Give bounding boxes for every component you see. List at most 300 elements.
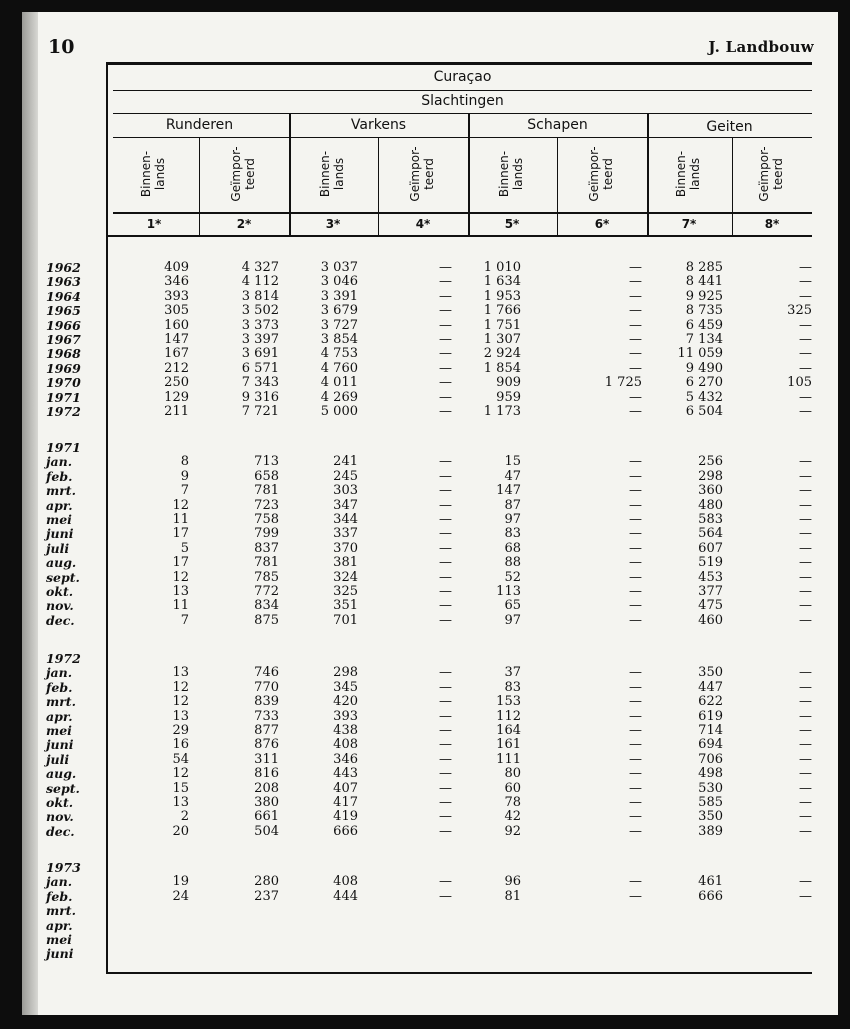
table-cell: 17	[172, 555, 189, 571]
table-cell: —	[799, 780, 812, 796]
table-cell: —	[439, 737, 452, 753]
table-bottom-rule	[106, 972, 812, 974]
table-cell: 564	[698, 526, 723, 542]
table-cell: 6 504	[685, 404, 723, 419]
table-cell: 350	[698, 665, 723, 681]
table-cell: 13	[172, 795, 189, 810]
table-cell: —	[439, 404, 452, 419]
page-number: 10	[48, 36, 75, 58]
table-cell: —	[629, 612, 642, 628]
table-cell: 4 327	[241, 260, 279, 275]
table-cell: 407	[333, 780, 358, 796]
table-cell: —	[629, 598, 642, 614]
table-cell: 7 343	[241, 375, 279, 391]
table-cell: 1 751	[483, 317, 521, 333]
year-heading: 1973	[46, 860, 81, 875]
row-label: juli	[46, 540, 70, 556]
region-rule	[113, 90, 812, 91]
table-cell: 583	[698, 512, 723, 527]
subcol-header	[408, 141, 438, 207]
table-cell: 105	[787, 375, 812, 391]
subcol-divider	[199, 137, 200, 236]
table-cell: 164	[496, 723, 521, 738]
table-cell: 147	[496, 483, 521, 499]
table-cell: 1 173	[483, 404, 521, 419]
table-cell: 351	[333, 598, 358, 614]
table-cell: —	[799, 737, 812, 753]
table-cell: —	[629, 584, 642, 599]
table-cell: 208	[254, 780, 279, 796]
subcol-header-line: teerd	[771, 158, 785, 190]
table-cell: 52	[504, 569, 521, 585]
table-cell: 706	[698, 751, 723, 767]
table-cell: 438	[333, 723, 358, 738]
table-cell: 129	[164, 389, 189, 405]
table-cell: 92	[504, 823, 521, 839]
table-cell: 443	[333, 766, 358, 782]
table-cell: —	[799, 288, 812, 304]
table-cell: 88	[504, 555, 521, 571]
table-cell: 381	[333, 555, 358, 571]
table-cell: —	[629, 497, 642, 513]
table-cell: 47	[504, 468, 521, 484]
table-cell: 444	[333, 888, 358, 904]
table-cell: 6 459	[685, 317, 723, 333]
table-cell: —	[439, 598, 452, 614]
table-cell: —	[799, 809, 812, 825]
table-cell: 24	[172, 888, 189, 904]
subcol-header-line: Geïmpor-	[408, 146, 422, 202]
table-cell: 5 432	[685, 389, 723, 405]
table-cell: 80	[504, 766, 521, 782]
table-cell: —	[439, 679, 452, 695]
subcol-header-line: teerd	[601, 158, 615, 190]
row-label: juni	[46, 526, 74, 542]
table-cell: 11	[172, 512, 189, 527]
row-label: 1963	[46, 274, 81, 290]
column-number: 2*	[236, 217, 252, 231]
table-cell: 346	[333, 751, 358, 767]
column-number: 8*	[764, 217, 780, 231]
table-cell: 9	[180, 468, 189, 484]
table-cell: —	[439, 260, 452, 275]
row-label: feb.	[46, 888, 73, 904]
table-cell: —	[799, 317, 812, 333]
subcol-rule	[113, 212, 812, 214]
row-label: mei	[46, 723, 72, 738]
row-label: okt.	[46, 584, 74, 599]
table-cell: 666	[333, 823, 358, 839]
table-cell: 12	[172, 497, 189, 513]
table-cell: —	[629, 404, 642, 419]
row-label: 1971	[46, 389, 81, 405]
table-cell: 13	[172, 665, 189, 681]
table-cell: —	[799, 483, 812, 499]
row-label: jan.	[46, 454, 73, 470]
row-label: dec.	[46, 612, 75, 628]
subcol-header-line: Geïmpor-	[757, 146, 771, 202]
table-cell: —	[439, 766, 452, 782]
row-label: 1966	[46, 317, 81, 333]
stub-rule	[106, 62, 108, 972]
table-cell: —	[439, 332, 452, 347]
table-cell: —	[629, 288, 642, 304]
table-cell: —	[629, 317, 642, 333]
table-cell: —	[439, 454, 452, 470]
table-cell: 480	[698, 497, 723, 513]
table-cell: 3 854	[320, 332, 358, 347]
table-cell: 770	[254, 679, 279, 695]
table-cell: 97	[504, 612, 521, 628]
category-rule	[113, 113, 812, 114]
table-cell: 420	[333, 694, 358, 710]
table-cell: 498	[698, 766, 723, 782]
table-cell: 4 112	[241, 274, 279, 290]
table-cell: —	[629, 751, 642, 767]
table-cell: —	[629, 555, 642, 571]
table-cell: —	[799, 679, 812, 695]
table-cell: 453	[698, 569, 723, 585]
column-number: 4*	[415, 217, 431, 231]
row-label: juni	[46, 737, 74, 753]
table-cell: 7	[180, 483, 189, 499]
table-cell: —	[439, 389, 452, 405]
table-cell: —	[799, 795, 812, 810]
table-cell: —	[629, 526, 642, 542]
row-label: 1965	[46, 303, 81, 319]
table-cell: 87	[504, 497, 521, 513]
table-cell: —	[439, 874, 452, 890]
table-cell: —	[799, 723, 812, 738]
group-header-runderen: Runderen	[165, 117, 234, 133]
subcol-header-line: lands	[688, 157, 702, 191]
table-cell: —	[439, 317, 452, 333]
table-cell: 389	[698, 823, 723, 839]
table-cell: 504	[254, 823, 279, 839]
running-head: J. Landbouw	[708, 38, 814, 56]
table-cell: 37	[504, 665, 521, 681]
table-cell: 19	[172, 874, 189, 890]
table-cell: —	[799, 454, 812, 470]
table-cell: —	[799, 665, 812, 681]
table-cell: 607	[698, 540, 723, 556]
table-cell: 280	[254, 874, 279, 890]
table-cell: 8 735	[685, 303, 723, 319]
table-cell: 417	[333, 795, 358, 810]
table-cell: 447	[698, 679, 723, 695]
subcol-header	[587, 141, 617, 207]
table-top-rule	[106, 62, 812, 65]
table-cell: 8 285	[685, 260, 723, 275]
column-number: 7*	[681, 217, 697, 231]
table-cell: —	[629, 723, 642, 738]
year-heading: 1971	[46, 440, 81, 455]
table-cell: —	[799, 497, 812, 513]
table-cell: 380	[254, 795, 279, 810]
table-cell: —	[629, 737, 642, 753]
table-cell: 876	[254, 737, 279, 753]
table-cell: 3 391	[320, 288, 358, 304]
table-cell: 20	[172, 823, 189, 839]
table-cell: —	[629, 823, 642, 839]
table-cell: —	[439, 780, 452, 796]
table-cell: —	[799, 823, 812, 839]
table-cell: —	[799, 612, 812, 628]
table-cell: 16	[172, 737, 189, 753]
table-cell: —	[439, 888, 452, 904]
table-cell: —	[439, 665, 452, 681]
group-rule	[113, 137, 812, 138]
table-cell: 5	[180, 540, 189, 556]
table-cell: —	[439, 555, 452, 571]
table-cell: —	[799, 708, 812, 724]
table-cell: 519	[698, 555, 723, 571]
table-cell: 694	[698, 737, 723, 753]
table-cell: 2	[180, 809, 189, 825]
table-cell: 9 316	[241, 389, 279, 405]
table-cell: 325	[333, 584, 358, 599]
table-cell: —	[629, 795, 642, 810]
table-cell: 393	[333, 708, 358, 724]
table-cell: —	[629, 360, 642, 376]
table-cell: —	[799, 751, 812, 767]
category-header: Slachtingen	[421, 93, 504, 109]
table-cell: —	[439, 303, 452, 319]
subcol-divider	[732, 137, 733, 236]
table-cell: 1 307	[483, 332, 521, 347]
table-cell: —	[799, 766, 812, 782]
table-cell: 799	[254, 526, 279, 542]
row-label: 1962	[46, 260, 81, 275]
subcol-header-line: lands	[153, 157, 167, 191]
table-cell: 3 679	[320, 303, 358, 319]
table-cell: —	[799, 584, 812, 599]
table-cell: 9 925	[685, 288, 723, 304]
table-cell: —	[629, 874, 642, 890]
table-cell: 6 270	[685, 375, 723, 391]
table-cell: 772	[254, 584, 279, 599]
table-cell: —	[799, 888, 812, 904]
row-label: aug.	[46, 766, 77, 782]
table-cell: 241	[333, 454, 358, 470]
subcol-header-line: teerd	[422, 158, 436, 190]
table-cell: —	[439, 274, 452, 290]
table-cell: 781	[254, 483, 279, 499]
table-cell: 6 571	[241, 360, 279, 376]
table-cell: —	[799, 694, 812, 710]
subcol-header-line: Geïmpor-	[229, 146, 243, 202]
row-label: aug.	[46, 555, 77, 571]
group-header-varkens: Varkens	[350, 117, 407, 133]
table-cell: 377	[698, 584, 723, 599]
row-label: 1967	[46, 332, 81, 347]
table-cell: 3 727	[320, 317, 358, 333]
table-cell: —	[799, 569, 812, 585]
table-cell: —	[629, 274, 642, 290]
table-cell: 337	[333, 526, 358, 542]
table-cell: —	[439, 540, 452, 556]
table-cell: 877	[254, 723, 279, 738]
row-label: sept.	[46, 780, 80, 796]
table-cell: 12	[172, 766, 189, 782]
table-cell: 723	[254, 497, 279, 513]
table-cell: 344	[333, 512, 358, 527]
table-cell: —	[439, 823, 452, 839]
table-cell: 15	[504, 454, 521, 470]
table-cell: 461	[698, 874, 723, 890]
table-cell: —	[799, 389, 812, 405]
table-cell: —	[629, 708, 642, 724]
table-cell: 298	[333, 665, 358, 681]
table-cell: 325	[787, 303, 812, 319]
table-cell: 160	[164, 317, 189, 333]
table-cell: —	[439, 751, 452, 767]
table-cell: 81	[504, 888, 521, 904]
row-label: apr.	[46, 497, 73, 513]
table-cell: —	[629, 512, 642, 527]
table-cell: —	[439, 584, 452, 599]
row-label: 1968	[46, 346, 81, 362]
table-cell: 3 397	[241, 332, 279, 347]
table-cell: —	[439, 483, 452, 499]
table-cell: 346	[164, 274, 189, 290]
table-cell: 1 010	[483, 260, 521, 275]
table-cell: 585	[698, 795, 723, 810]
table-cell: 83	[504, 526, 521, 542]
table-cell: 12	[172, 679, 189, 695]
table-cell: 714	[698, 723, 723, 738]
table-cell: 360	[698, 483, 723, 499]
column-number: 5*	[504, 217, 520, 231]
table-cell: 816	[254, 766, 279, 782]
table-cell: 475	[698, 598, 723, 614]
table-cell: —	[629, 454, 642, 470]
table-cell: —	[799, 468, 812, 484]
table-cell: 746	[254, 665, 279, 681]
table-cell: —	[629, 332, 642, 347]
table-cell: —	[799, 404, 812, 419]
subcol-header-line: Geïmpor-	[587, 146, 601, 202]
table-cell: 167	[164, 346, 189, 362]
table-cell: 147	[164, 332, 189, 347]
table-cell: —	[799, 332, 812, 347]
table-cell: 3 037	[320, 260, 358, 275]
table-cell: 3 046	[320, 274, 358, 290]
table-cell: 785	[254, 569, 279, 585]
table-cell: —	[629, 569, 642, 585]
table-cell: 256	[698, 454, 723, 470]
table-cell: 161	[496, 737, 521, 753]
table-cell: —	[629, 389, 642, 405]
table-cell: 78	[504, 795, 521, 810]
table-cell: —	[629, 346, 642, 362]
row-label: apr.	[46, 708, 73, 724]
table-cell: —	[629, 483, 642, 499]
table-cell: —	[439, 694, 452, 710]
table-cell: 8	[180, 454, 189, 470]
table-cell: 619	[698, 708, 723, 724]
table-cell: 460	[698, 612, 723, 628]
table-cell: 237	[254, 888, 279, 904]
table-cell: 324	[333, 569, 358, 585]
row-label: apr.	[46, 917, 73, 933]
subcol-divider	[378, 137, 379, 236]
table-cell: 713	[254, 454, 279, 470]
table-cell: 12	[172, 569, 189, 585]
table-cell: 1 634	[483, 274, 521, 290]
row-label: juni	[46, 946, 74, 962]
table-cell: 3 502	[241, 303, 279, 319]
row-label: mrt.	[46, 903, 76, 919]
subcol-header	[674, 141, 704, 207]
table-cell: —	[629, 809, 642, 825]
table-cell: —	[439, 809, 452, 825]
table-cell: 733	[254, 708, 279, 724]
table-cell: 4 760	[320, 360, 358, 376]
row-label: jan.	[46, 874, 73, 890]
table-cell: 1 953	[483, 288, 521, 304]
table-cell: —	[439, 723, 452, 738]
table-cell: 781	[254, 555, 279, 571]
table-cell: —	[439, 569, 452, 585]
group-header-schapen: Schapen	[527, 117, 588, 133]
table-cell: 303	[333, 483, 358, 499]
subcol-header-line: lands	[332, 157, 346, 191]
table-cell: 834	[254, 598, 279, 614]
table-cell: 60	[504, 780, 521, 796]
table-cell: —	[439, 346, 452, 362]
table-cell: 1 725	[604, 375, 642, 391]
table-cell: 17	[172, 526, 189, 542]
table-cell: 1 854	[483, 360, 521, 376]
table-cell: 311	[254, 751, 279, 767]
table-cell: —	[439, 468, 452, 484]
table-cell: —	[629, 888, 642, 904]
table-cell: 245	[333, 468, 358, 484]
table-cell: —	[629, 766, 642, 782]
page-spine-shadow	[22, 12, 38, 1015]
row-label: mrt.	[46, 694, 76, 710]
table-cell: —	[439, 360, 452, 376]
table-cell: 11 059	[677, 346, 723, 362]
table-cell: 113	[496, 584, 521, 599]
table-cell: 350	[698, 809, 723, 825]
table-cell: 875	[254, 612, 279, 628]
table-cell: 839	[254, 694, 279, 710]
group-header-geiten: Geiten	[706, 119, 753, 135]
table-cell: 959	[496, 389, 521, 405]
subcol-header	[497, 141, 527, 207]
row-label: 1969	[46, 360, 81, 376]
table-cell: 83	[504, 679, 521, 695]
table-cell: —	[629, 780, 642, 796]
table-cell: 13	[172, 584, 189, 599]
table-cell: 4 753	[320, 346, 358, 362]
table-cell: —	[439, 612, 452, 628]
table-cell: 2 924	[483, 346, 521, 362]
table-cell: 7 721	[241, 404, 279, 419]
table-cell: 112	[496, 708, 521, 724]
table-cell: —	[629, 679, 642, 695]
subcol-header	[139, 141, 169, 207]
table-cell: 13	[172, 708, 189, 724]
table-cell: —	[799, 346, 812, 362]
table-cell: 5 000	[320, 404, 358, 419]
table-cell: 153	[496, 694, 521, 710]
table-cell: —	[629, 468, 642, 484]
table-cell: 661	[254, 809, 279, 825]
table-cell: —	[629, 694, 642, 710]
